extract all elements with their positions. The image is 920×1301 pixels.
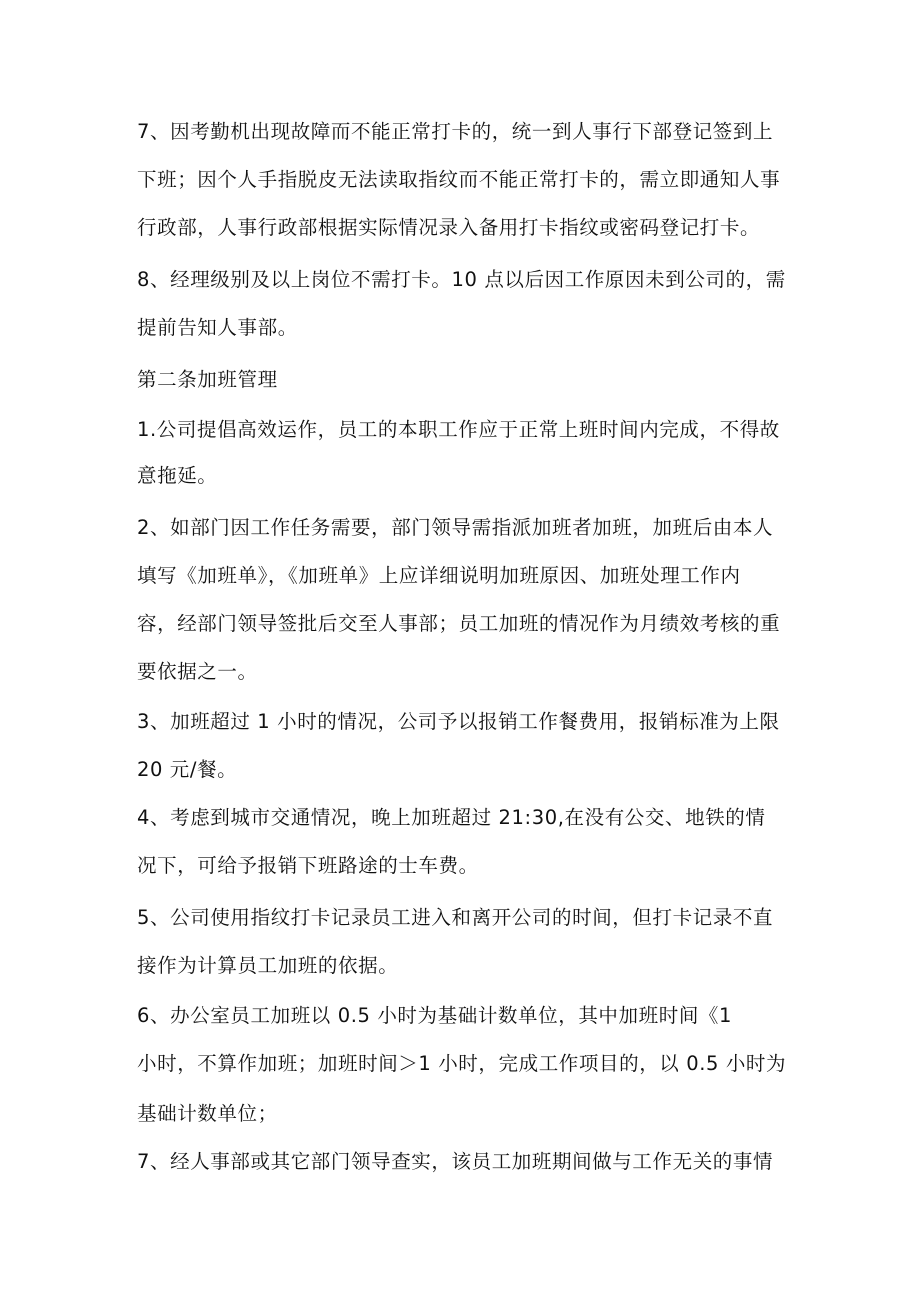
text-line: 1.公司提倡高效运作，员工的本职工作应于正常上班时间内完成，不得故	[137, 418, 780, 441]
text-line: 6、办公室员工加班以 0.5 小时为基础计数单位，其中加班时间《1	[137, 1004, 733, 1027]
text-line: 小时，不算作加班；加班时间＞1 小时，完成工作项目的，以 0.5 小时为	[137, 1052, 787, 1075]
text-line: 况下，可给予报销下班路途的士车费。	[137, 854, 479, 877]
text-line: 填写《加班单》，《加班单》上应详细说明加班原因、加班处理工作内	[137, 564, 741, 587]
text-line: 20 元/餐。	[137, 758, 238, 781]
text-line: 3、加班超过 1 小时的情况，公司予以报销工作餐费用，报销标准为上限	[137, 710, 780, 733]
text-line: 2、如部门因工作任务需要，部门领导需指派加班者加班，加班后由本人	[137, 516, 774, 539]
text-line: 提前告知人事部。	[137, 316, 298, 339]
text-line: 意拖延。	[137, 464, 218, 487]
section-heading: 第二条加班管理	[137, 368, 278, 391]
text-line: 8、经理级别及以上岗位不需打卡。10 点以后因工作原因未到公司的，需	[137, 268, 786, 291]
text-line: 下班；因个人手指脱皮无法读取指纹而不能正常打卡的，需立即通知人事	[137, 168, 781, 191]
text-line: 接作为计算员工加班的依据。	[137, 954, 399, 977]
text-line: 4、考虑到城市交通情况，晚上加班超过 21:30,在没有公交、地铁的情	[137, 806, 766, 829]
text-line: 行政部，人事行政部根据实际情况录入备用打卡指纹或密码登记打卡。	[137, 216, 761, 239]
text-line: 要依据之一。	[137, 660, 258, 683]
text-line: 7、因考勤机出现故障而不能正常打卡的，统一到人事行下部登记签到上	[137, 120, 774, 143]
text-line: 容，经部门领导签批后交至人事部；员工加班的情况作为月绩效考核的重	[137, 612, 781, 635]
text-line: 5、公司使用指纹打卡记录员工进入和离开公司的时间，但打卡记录不直	[137, 906, 774, 929]
text-line: 基础计数单位；	[137, 1102, 278, 1125]
text-line: 7、经人事部或其它部门领导查实，该员工加班期间做与工作无关的事情	[137, 1150, 774, 1173]
